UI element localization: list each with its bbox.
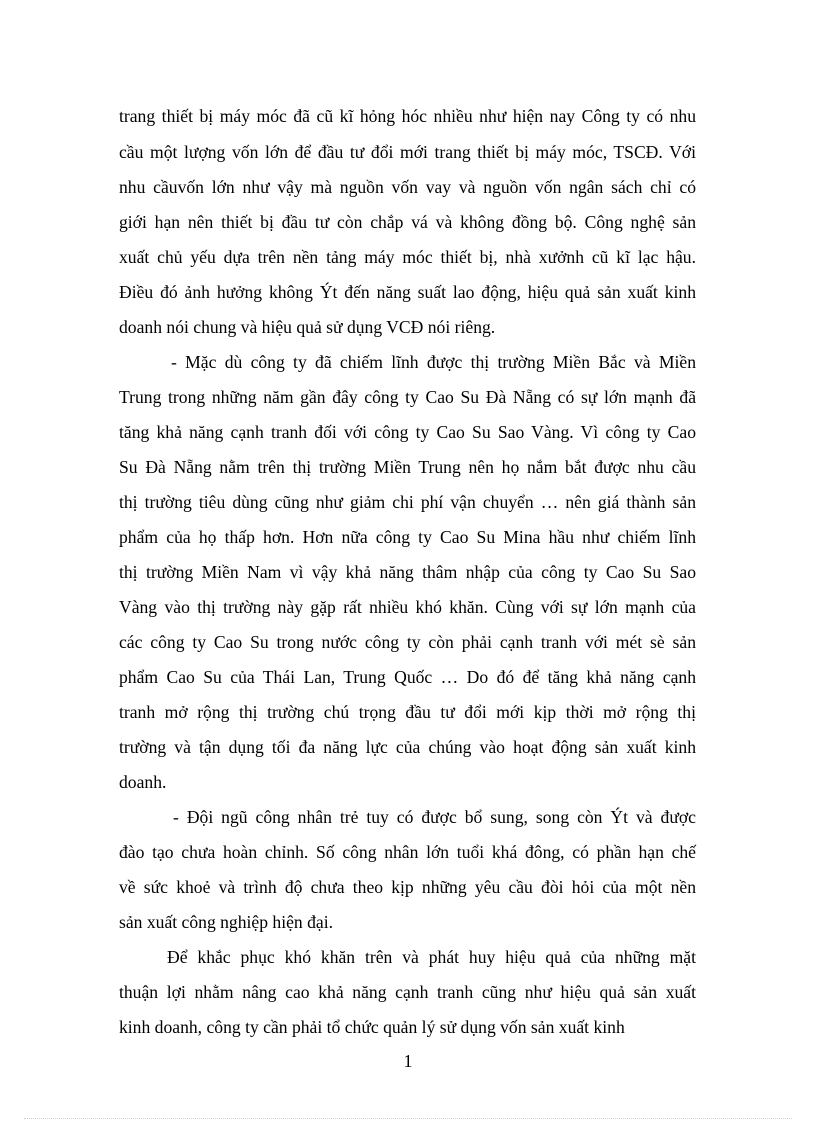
body-text-line: đào tạo chưa hoàn chỉnh. Số công nhân lớn tuổi khá đông, có phần hạn chế [119, 842, 696, 862]
body-text-line: cầu một lượng vốn lớn để đầu tư đổi mới trang thiết bị máy móc, TSCĐ. Với [119, 142, 696, 162]
body-text-line: - Mặc dù công ty đã chiếm lĩnh được thị trường Miền Bắc và Miền [171, 352, 696, 372]
body-text-line: doanh. [119, 772, 167, 792]
body-text-line: các công ty Cao Su trong nước công ty còn phải cạnh tranh với mét sè sản [119, 632, 696, 652]
body-text-line: xuất chủ yếu dựa trên nền tảng máy móc thiết bị, nhà xưởnh cũ kĩ lạc hậu. [119, 247, 696, 267]
body-text-line: phẩm của họ thấp hơn. Hơn nữa công ty Cao Su Mina hầu như chiếm lĩnh [119, 527, 696, 547]
body-text-line: tranh mở rộng thị trường chú trọng đầu tư đổi mới kịp thời mở rộng thị [119, 702, 696, 722]
body-text-line: phẩm Cao Su của Thái Lan, Trung Quốc … Do đó để tăng khả năng cạnh [119, 667, 696, 687]
body-text-line: thuận lợi nhằm nâng cao khả năng cạnh tranh cũng như hiệu quả sản xuất [119, 982, 696, 1002]
page-bottom-divider [24, 1118, 792, 1119]
body-text-line: sản xuất công nghiệp hiện đại. [119, 912, 334, 932]
body-text-line: thị trường tiêu dùng cũng như giảm chi phí vận chuyển … nên giá thành sản [119, 492, 696, 512]
body-text-line: trường và tận dụng tối đa năng lực của chúng vào hoạt động sản xuất kinh [119, 737, 696, 757]
page-number: 1 [403, 1051, 413, 1071]
body-text-line: trang thiết bị máy móc đã cũ kĩ hỏng hóc nhiều như hiện nay Công ty có nhu [119, 106, 696, 126]
body-text-line: kinh doanh, công ty cần phải tổ chức quản lý sử dụng vốn sản xuất kinh [119, 1017, 625, 1037]
body-text-line: nhu cầuvốn lớn như vậy mà nguồn vốn vay và nguồn vốn ngân sách chỉ có [119, 177, 696, 197]
body-text-line: Su Đà Nẵng nằm trên thị trường Miền Trung nên họ nắm bắt được nhu cầu [119, 457, 696, 477]
body-text-line: tăng khả năng cạnh tranh đối với công ty Cao Su Sao Vàng. Vì công ty Cao [119, 422, 696, 442]
body-text-line: Điều đó ảnh hưởng không Ýt đến năng suất lao động, hiệu quả sản xuất kinh [119, 282, 696, 302]
body-text-line: giới hạn nên thiết bị đầu tư còn chắp vá và không đồng bộ. Công nghệ sản [119, 212, 696, 232]
body-text-line: Trung trong những năm gần đây công ty Cao Su Đà Nẵng có sự lớn mạnh đã [119, 387, 696, 407]
body-text-line: - Đội ngũ công nhân trẻ tuy có được bổ sung, song còn Ýt và được [173, 807, 696, 827]
body-text-line: về sức khoẻ và trình độ chưa theo kịp những yêu cầu đòi hỏi của một nền [119, 877, 696, 897]
body-text-line: thị trường Miền Nam vì vậy khả năng thâm nhập của công ty Cao Su Sao [119, 562, 696, 582]
body-text-line: doanh nói chung và hiệu quả sử dụng VCĐ nói riêng. [119, 317, 496, 337]
body-text-line: Để khắc phục khó khăn trên và phát huy hiệu quả của những mặt [167, 947, 696, 967]
body-text-line: Vàng vào thị trường này gặp rất nhiều khó khăn. Cùng với sự lớn mạnh của [119, 597, 696, 617]
